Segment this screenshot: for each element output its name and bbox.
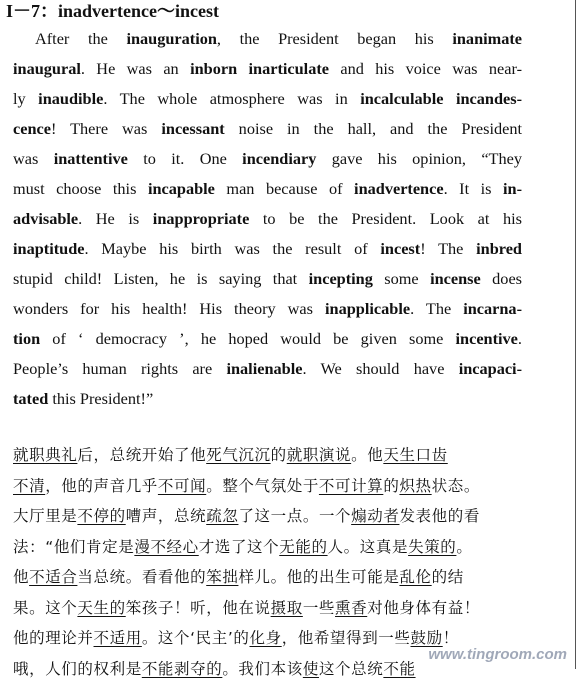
text-run: 发表他的看: [399, 507, 480, 525]
text-run: [443, 89, 456, 108]
vocab-translation: 化身: [249, 629, 281, 647]
chinese-line: [13, 471, 533, 502]
vocab-translation: 不可闻: [158, 477, 206, 495]
vocab-word: tated: [13, 389, 48, 408]
vocab-translation: 就职演说: [287, 446, 351, 464]
english-line: [13, 264, 522, 294]
vocab-translation: 失策的: [408, 538, 456, 556]
text-run: 。他: [351, 446, 383, 464]
text-run: 的: [383, 477, 399, 495]
text-run: 样儿。他的出生可能是: [238, 568, 399, 586]
vocab-word: inanimate: [452, 29, 522, 48]
vocab-word: inappropriate: [153, 209, 250, 228]
vocab-word: inaptitude: [13, 239, 84, 258]
vocab-translation: 煽动者: [351, 507, 399, 525]
vocab-word: incapaci-: [459, 359, 522, 378]
watermark: www.tingroom.com: [428, 646, 567, 663]
vocab-translation: 熏香: [335, 599, 367, 617]
vocab-word: incessant: [161, 119, 224, 138]
text-run: 哦，人们的权利是: [13, 660, 142, 678]
vocab-translation: 不能: [383, 660, 415, 678]
text-run: noise in the hall, and the President: [225, 119, 522, 138]
vocab-translation: 乱伦: [399, 568, 431, 586]
english-line: [13, 54, 522, 84]
vocab-word: cence: [13, 119, 51, 138]
english-line: [13, 234, 522, 264]
vocab-word: in-: [503, 179, 522, 198]
vocab-word: inapplicable: [325, 299, 410, 318]
english-line: [13, 204, 522, 234]
vocab-translation: 漫不经心: [134, 538, 198, 556]
text-run: stupid child! Listen, he is saying that: [13, 269, 309, 288]
english-line: [13, 144, 522, 174]
vocab-word: incendiary: [242, 149, 316, 168]
text-run: [237, 59, 248, 78]
english-line: [13, 324, 522, 354]
english-line: [13, 24, 522, 54]
vocab-translation: 不能剥夺的: [142, 660, 223, 678]
text-run: 。: [456, 538, 472, 556]
vocab-word: incalculable: [360, 89, 443, 108]
text-run: man because of: [215, 179, 354, 198]
vocab-translation: 不适合: [29, 568, 77, 586]
vocab-translation: 摄取: [271, 599, 303, 617]
text-run: 他: [13, 568, 29, 586]
text-run: ，他的声音几乎: [45, 477, 158, 495]
chinese-line: [13, 501, 533, 532]
text-run: ，他希望得到一些: [282, 629, 411, 647]
text-run: After the: [35, 29, 126, 48]
vocab-translation: 不适用: [94, 629, 142, 647]
english-line: [13, 114, 522, 144]
vocab-word: incepting: [309, 269, 373, 288]
text-run: must choose this: [13, 179, 148, 198]
text-run: some: [373, 269, 430, 288]
vocab-translation: 死气沉沉: [206, 446, 270, 464]
vocab-translation: 天生的: [77, 599, 125, 617]
text-run: 才选了这个: [199, 538, 280, 556]
text-run: ! The: [420, 239, 476, 258]
section-heading: I－7：inadvertence～incest: [6, 0, 219, 22]
vocab-word: incarna-: [463, 299, 522, 318]
text-run: 。这个‘民主’的: [142, 629, 250, 647]
vocab-translation: 鼓励: [411, 629, 443, 647]
vocab-translation: 天生: [383, 446, 415, 464]
english-line: [13, 294, 522, 324]
vocab-word: incest: [380, 239, 420, 258]
vocab-word: inborn: [190, 59, 237, 78]
text-run: of ‘ democracy ’, he hoped would be given some: [40, 329, 455, 348]
vocab-word: advisable: [13, 209, 78, 228]
text-run: . We should have: [302, 359, 458, 378]
text-run: ly: [13, 89, 38, 108]
text-run: to be the President. Look at his: [249, 209, 522, 228]
text-run: 法：“他们肯定是: [13, 538, 134, 556]
vocab-translation: 不停的: [77, 507, 125, 525]
vocab-word: inattentive: [54, 149, 128, 168]
vocab-translation: 不可计算: [319, 477, 383, 495]
chinese-line: [13, 593, 533, 624]
vocab-translation: 口齿: [416, 446, 448, 464]
text-run: 对他身体有益！: [367, 599, 480, 617]
text-run: People’s human rights are: [13, 359, 226, 378]
text-run: 嘈声，总统: [126, 507, 207, 525]
text-run: . The: [410, 299, 463, 318]
text-run: 一些: [303, 599, 335, 617]
chinese-line: [13, 440, 533, 471]
text-run: ！: [443, 629, 459, 647]
text-run: 笨孩子！听，他在说: [126, 599, 271, 617]
text-run: , the President began his: [217, 29, 452, 48]
text-run: 人。这真是: [328, 538, 409, 556]
text-run: wonders for his health! His theory was: [13, 299, 325, 318]
text-run: . The whole atmosphere was in: [103, 89, 360, 108]
text-run: 当总统。看看他的: [77, 568, 206, 586]
vocab-word: inalienable: [226, 359, 302, 378]
text-run: 这个总统: [319, 660, 383, 678]
text-run: 的: [271, 446, 287, 464]
vocab-translation: 无能的: [279, 538, 327, 556]
english-line: [13, 354, 522, 384]
vocab-word: tion: [13, 329, 40, 348]
text-run: and his voice was near-: [329, 59, 522, 78]
english-line: [13, 384, 522, 414]
text-run: . Maybe his birth was the result of: [84, 239, 380, 258]
english-line: [13, 174, 522, 204]
text-run: 大厅里是: [13, 507, 77, 525]
vocab-translation: 不清: [13, 477, 45, 495]
text-run: 后，总统开始了他: [77, 446, 206, 464]
text-run: ! There was: [51, 119, 161, 138]
text-run: . He was an: [81, 59, 190, 78]
vocab-translation: 炽热: [399, 477, 431, 495]
text-run: . It is: [444, 179, 503, 198]
english-passage: [13, 24, 522, 414]
page-right-border: [575, 0, 576, 669]
vocab-word: inbred: [476, 239, 522, 258]
text-run: 他的理论并: [13, 629, 94, 647]
text-run: 。整个气氛处于: [206, 477, 319, 495]
text-run: to it. One: [128, 149, 242, 168]
vocab-word: incense: [430, 269, 481, 288]
text-run: 状态。: [432, 477, 480, 495]
vocab-word: inaudible: [38, 89, 103, 108]
text-run: . He is: [78, 209, 153, 228]
text-run: .: [518, 329, 522, 348]
vocab-word: inauguration: [126, 29, 216, 48]
english-line: [13, 84, 522, 114]
vocab-word: incentive: [456, 329, 518, 348]
vocab-translation: 笨拙: [206, 568, 238, 586]
vocab-translation: 使: [303, 660, 319, 678]
text-run: 了这一点。一个: [238, 507, 351, 525]
vocab-word: inaugural: [13, 59, 81, 78]
text-run: was: [13, 149, 54, 168]
text-run: 。我们本该: [222, 660, 303, 678]
chinese-line: [13, 532, 533, 563]
vocab-word: inadvertence: [354, 179, 444, 198]
text-run: 的结: [432, 568, 464, 586]
text-run: this President!”: [48, 389, 153, 408]
text-run: does: [481, 269, 522, 288]
chinese-line: [13, 562, 533, 593]
text-run: gave his opinion, “They: [316, 149, 522, 168]
vocab-word: inarticulate: [249, 59, 329, 78]
vocab-word: incandes-: [456, 89, 522, 108]
vocab-translation: 疏忽: [206, 507, 238, 525]
text-run: 果。这个: [13, 599, 77, 617]
vocab-translation: 就职典礼: [13, 446, 77, 464]
vocab-word: incapable: [148, 179, 215, 198]
